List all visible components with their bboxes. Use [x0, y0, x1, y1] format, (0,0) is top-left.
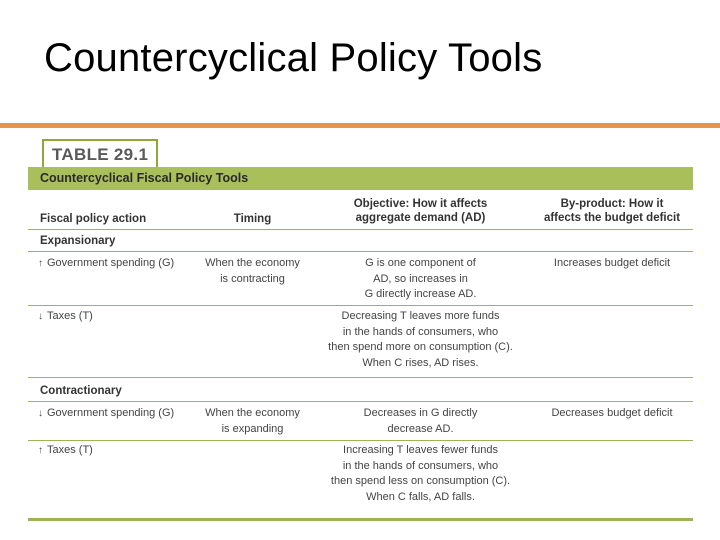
- row-byproduct: Decreases budget deficit: [551, 407, 673, 419]
- row-objective-line: in the hands of consumers, who: [342, 459, 499, 472]
- row-objective-line: When C falls, AD falls.: [366, 491, 475, 504]
- row-objective-line: Decreasing T leaves more funds: [341, 310, 500, 322]
- header-byproduct-line-1: By-product: How it: [560, 198, 664, 210]
- row-objective-line: When C rises, AD rises.: [362, 357, 479, 370]
- row-timing-line: When the economy: [205, 257, 300, 269]
- row-objective-line: Increasing T leaves fewer funds: [343, 444, 498, 456]
- table-row: [38, 256, 174, 272]
- row-timing: [195, 256, 310, 287]
- row-action: Taxes (T): [47, 444, 93, 456]
- section-divider: [28, 377, 693, 378]
- section-divider: [28, 401, 693, 402]
- header-objective-line-1: Objective: How it affects: [353, 198, 488, 210]
- header-byproduct-line-2: affects the budget deficit: [543, 212, 681, 224]
- row-action: Taxes (T): [47, 310, 93, 322]
- up-arrow-icon: ↑: [38, 258, 43, 269]
- header-action: Fiscal policy action: [40, 213, 147, 225]
- down-arrow-icon: ↓: [38, 311, 43, 322]
- row-divider: [28, 440, 693, 441]
- header-timing: Timing: [233, 213, 272, 225]
- row-timing-line: When the economy: [205, 407, 300, 419]
- table-row: [38, 309, 93, 325]
- section-label-expansionary: Expansionary: [40, 235, 116, 247]
- row-objective-line: then spend more on consumption (C).: [328, 341, 513, 354]
- row-objective-line: AD, so increases in: [373, 272, 468, 285]
- row-objective-line: G is one component of: [365, 257, 476, 269]
- row-divider: [28, 305, 693, 306]
- row-timing-line: is expanding: [221, 422, 284, 435]
- header-objective-line-2: aggregate demand (AD): [355, 212, 486, 224]
- header-divider: [28, 229, 693, 230]
- row-objective: [318, 256, 523, 303]
- row-objective-line: Decreases in G directly: [363, 407, 478, 419]
- row-action: Government spending (G): [47, 257, 175, 269]
- table-title-bar: [28, 167, 693, 190]
- section-label-contractionary: Contractionary: [40, 385, 122, 397]
- row-objective-line: G directly increase AD.: [364, 288, 477, 301]
- down-arrow-icon: ↓: [38, 408, 43, 419]
- title-divider: [0, 123, 720, 128]
- table-bottom-rule: [28, 518, 693, 521]
- row-timing-line: is contracting: [220, 272, 285, 285]
- up-arrow-icon: ↑: [38, 445, 43, 456]
- row-byproduct: Increases budget deficit: [553, 257, 671, 269]
- table-title: Countercyclical Fiscal Policy Tools: [40, 171, 249, 185]
- row-objective: [318, 443, 523, 506]
- row-objective-line: in the hands of consumers, who: [342, 325, 499, 338]
- row-objective-line: then spend less on consumption (C).: [330, 475, 511, 488]
- table-row: [38, 443, 93, 459]
- row-objective-line: decrease AD.: [387, 422, 454, 435]
- slide-title: Countercyclical Policy Tools: [44, 36, 543, 80]
- row-action: Government spending (G): [47, 407, 175, 419]
- header-byproduct: [532, 197, 692, 225]
- row-objective: [318, 309, 523, 372]
- section-divider: [28, 251, 693, 252]
- table-label: TABLE 29.1: [42, 139, 158, 167]
- row-objective: [318, 406, 523, 437]
- header-objective: [318, 197, 523, 225]
- table-row: [38, 406, 174, 422]
- row-timing: [195, 406, 310, 437]
